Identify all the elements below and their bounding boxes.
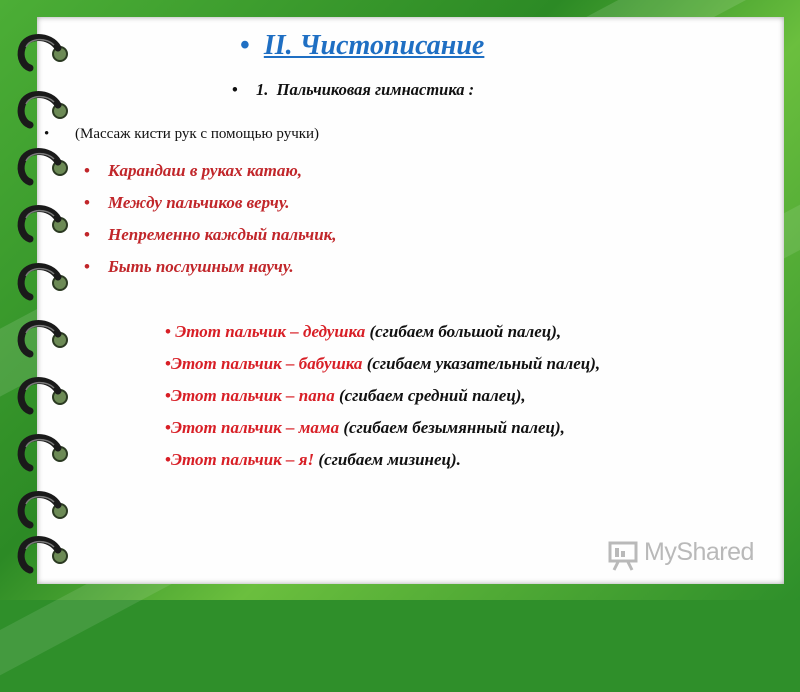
finger-line: • Этот пальчик – дедушка (сгибаем большой палец), — [165, 322, 562, 341]
poem-line: • Карандаш в руках катаю, — [84, 161, 302, 180]
subtitle-text: Пальчиковая гимнастика : — [276, 80, 475, 99]
finger-line: •Этот пальчик – я! (сгибаем мизинец). — [165, 450, 461, 469]
bullet: • — [44, 126, 50, 142]
title-text[interactable]: II. Чистописание — [263, 30, 485, 61]
watermark-logo-text: MyShared — [644, 538, 754, 566]
poem-line: • Непременно каждый пальчик, — [84, 225, 337, 244]
bullet: • — [232, 80, 238, 99]
finger-exercise — [165, 316, 600, 476]
poem-line: • Между пальчиков верчу. — [84, 193, 290, 212]
poem — [84, 155, 337, 283]
finger-line: •Этот пальчик – папа (сгибаем средний палец), — [165, 386, 526, 405]
poem-line: • Быть послушным научу. — [84, 257, 294, 276]
note-text: (Массаж кисти рук с помощью ручки) — [75, 126, 320, 142]
instruction-note — [44, 126, 319, 143]
myshared-watermark[interactable] — [606, 538, 766, 572]
subtitle-number: 1. — [256, 80, 269, 99]
subtitle — [232, 80, 474, 100]
presentation-board-icon — [606, 538, 640, 572]
bullet: • — [240, 30, 250, 61]
finger-line: •Этот пальчик – мама (сгибаем безымянный палец), — [165, 418, 565, 437]
finger-line: •Этот пальчик – бабушка (сгибаем указательный палец), — [165, 354, 601, 373]
slide-title[interactable] — [240, 30, 570, 74]
